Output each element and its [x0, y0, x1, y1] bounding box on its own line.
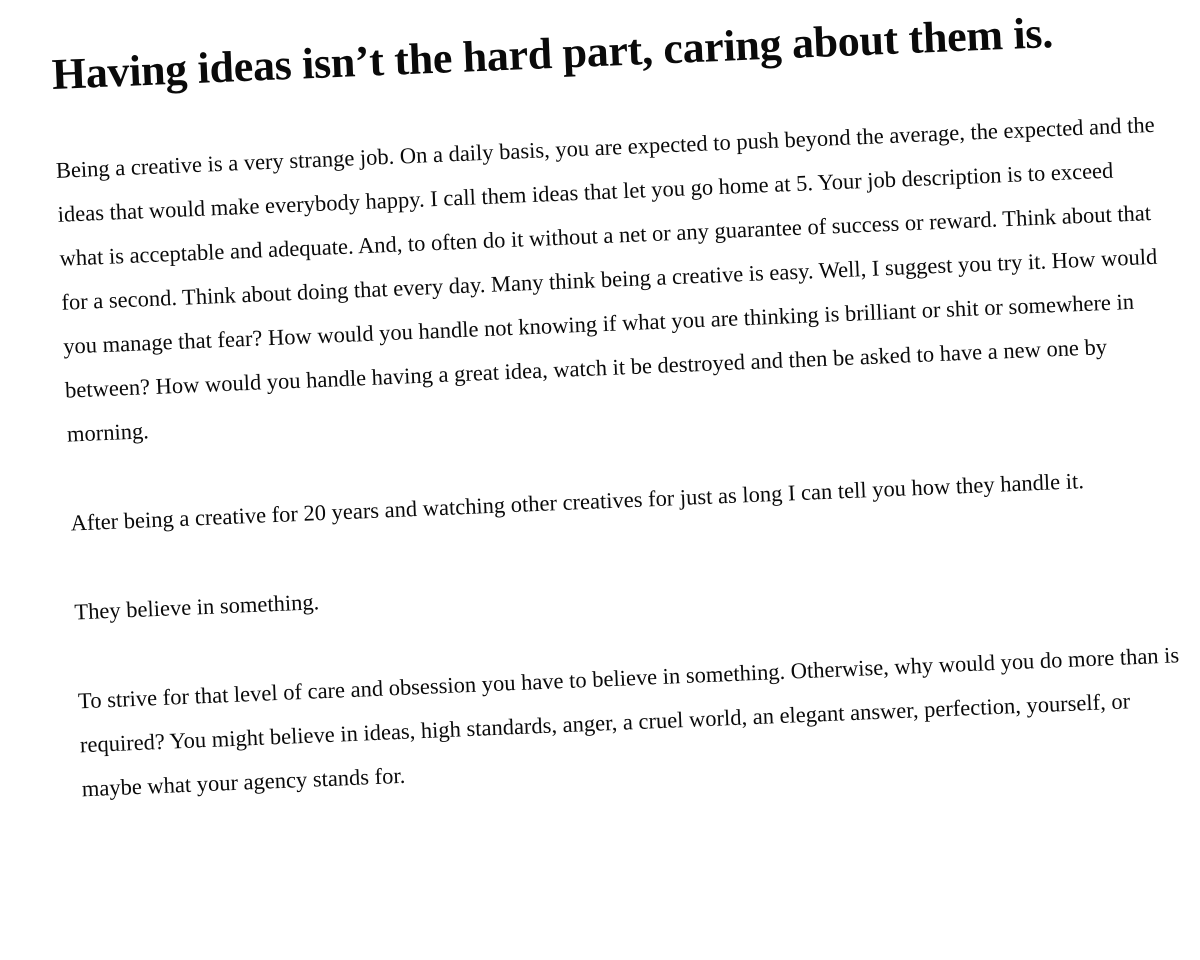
article-body	[50, 0, 1187, 811]
paragraph-believe: They believe in something.	[73, 588, 320, 625]
paragraph-strive: To strive for that level of care and obsession you have to believe in something. Otherwise, why would you do more than is required? You might believe in ideas, high standards, anger, a cruel world, an elegant answer, perfection, yourself, or maybe what your agency stands for.	[77, 641, 1180, 801]
paragraph-creative-job: Being a creative is a very strange job. On a daily basis, you are expected to push beyond the average, the expected and the ideas that would make everybody happy. I call them ideas that let you go home at 5. Your job description is to exceed what is acceptable and adequate. And, to often do it without a net or any guarantee of success or reward. Think about that for a second. Think about doing that every day. Many think being a creative is easy. Well, I suggest you try it. How would you manage that fear? How would you handle not knowing if what you are thinking is brilliant or shit or somewhere in between? How would you handle having a great idea, watch it be destroyed and then be asked to have a new one by morning.	[55, 111, 1158, 447]
article-headline: Having ideas isn’t the hard part, caring about them is.	[50, 8, 1054, 99]
paragraph-twenty-years: After being a creative for 20 years and watching other creatives for just as long I can tell you how they handle it.	[70, 467, 1085, 536]
